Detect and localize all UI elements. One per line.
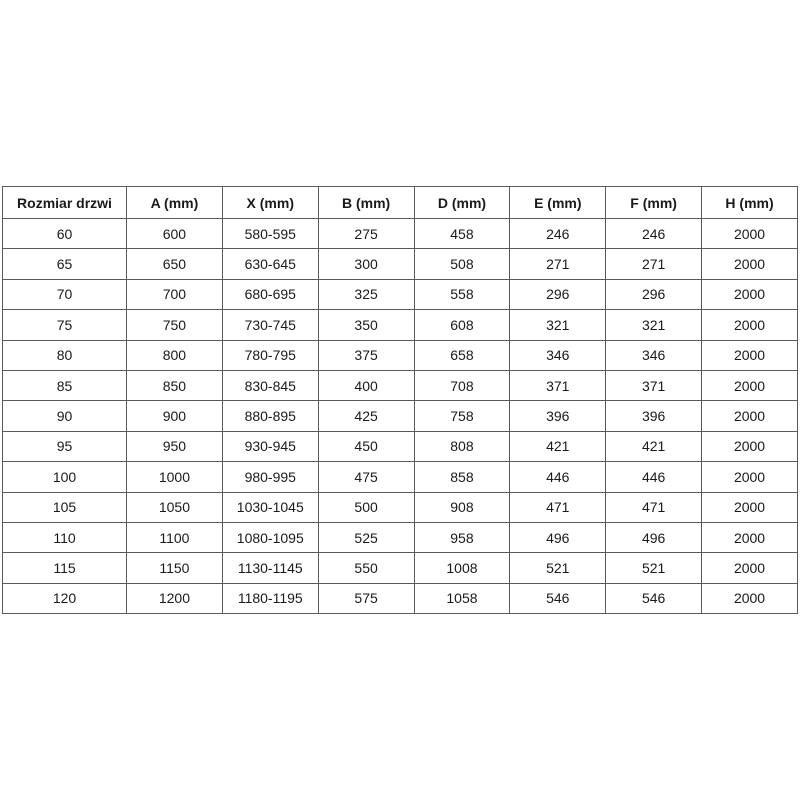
table-cell: 546 (510, 583, 606, 613)
table-cell: 85 (3, 370, 127, 400)
table-row (3, 522, 798, 552)
table-cell: 100 (3, 462, 127, 492)
table-row (3, 310, 798, 340)
table-row (3, 492, 798, 522)
table-cell: 446 (510, 462, 606, 492)
table-cell: 1100 (127, 522, 223, 552)
table-cell: 730-745 (222, 310, 318, 340)
door-dimensions-table-wrap (2, 186, 798, 614)
table-cell: 105 (3, 492, 127, 522)
table-row (3, 462, 798, 492)
table-cell: 70 (3, 279, 127, 309)
table-cell: 421 (510, 431, 606, 461)
column-header: B (mm) (318, 187, 414, 219)
table-cell: 2000 (702, 249, 798, 279)
table-cell: 680-695 (222, 279, 318, 309)
table-cell: 271 (510, 249, 606, 279)
table-cell: 2000 (702, 522, 798, 552)
table-cell: 471 (606, 492, 702, 522)
table-cell: 558 (414, 279, 510, 309)
table-cell: 2000 (702, 583, 798, 613)
table-cell: 2000 (702, 492, 798, 522)
column-header: D (mm) (414, 187, 510, 219)
column-header: X (mm) (222, 187, 318, 219)
table-cell: 525 (318, 522, 414, 552)
table-cell: 880-895 (222, 401, 318, 431)
table-cell: 296 (606, 279, 702, 309)
table-cell: 80 (3, 340, 127, 370)
table-cell: 75 (3, 310, 127, 340)
table-cell: 630-645 (222, 249, 318, 279)
table-cell: 500 (318, 492, 414, 522)
table-cell: 371 (606, 370, 702, 400)
table-cell: 110 (3, 522, 127, 552)
table-cell: 521 (510, 553, 606, 583)
table-cell: 850 (127, 370, 223, 400)
table-cell: 350 (318, 310, 414, 340)
table-cell: 858 (414, 462, 510, 492)
table-cell: 700 (127, 279, 223, 309)
table-cell: 1130-1145 (222, 553, 318, 583)
table-cell: 800 (127, 340, 223, 370)
table-cell: 375 (318, 340, 414, 370)
table-cell: 296 (510, 279, 606, 309)
door-dimensions-table (2, 186, 798, 614)
table-row (3, 553, 798, 583)
table-cell: 115 (3, 553, 127, 583)
table-cell: 1050 (127, 492, 223, 522)
table-cell: 1200 (127, 583, 223, 613)
table-row (3, 219, 798, 249)
table-cell: 980-995 (222, 462, 318, 492)
table-cell: 1008 (414, 553, 510, 583)
table-cell: 90 (3, 401, 127, 431)
table-cell: 346 (510, 340, 606, 370)
table-cell: 271 (606, 249, 702, 279)
header-row (3, 187, 798, 219)
table-cell: 450 (318, 431, 414, 461)
table-cell: 2000 (702, 310, 798, 340)
table-cell: 275 (318, 219, 414, 249)
table-cell: 758 (414, 401, 510, 431)
table-row (3, 401, 798, 431)
table-cell: 950 (127, 431, 223, 461)
table-cell: 550 (318, 553, 414, 583)
table-cell: 1030-1045 (222, 492, 318, 522)
table-cell: 830-845 (222, 370, 318, 400)
table-row (3, 279, 798, 309)
table-cell: 2000 (702, 340, 798, 370)
table-cell: 930-945 (222, 431, 318, 461)
table-cell: 95 (3, 431, 127, 461)
column-header: A (mm) (127, 187, 223, 219)
table-cell: 2000 (702, 401, 798, 431)
column-header: Rozmiar drzwi (3, 187, 127, 219)
table-cell: 2000 (702, 553, 798, 583)
table-row (3, 340, 798, 370)
table-cell: 346 (606, 340, 702, 370)
table-cell: 1058 (414, 583, 510, 613)
table-cell: 658 (414, 340, 510, 370)
table-cell: 608 (414, 310, 510, 340)
table-cell: 2000 (702, 279, 798, 309)
table-cell: 521 (606, 553, 702, 583)
table-cell: 446 (606, 462, 702, 492)
table-cell: 2000 (702, 219, 798, 249)
table-cell: 600 (127, 219, 223, 249)
table-cell: 396 (510, 401, 606, 431)
table-body (3, 219, 798, 614)
table-cell: 471 (510, 492, 606, 522)
table-cell: 300 (318, 249, 414, 279)
table-row (3, 370, 798, 400)
table-cell: 321 (606, 310, 702, 340)
table-cell: 508 (414, 249, 510, 279)
table-cell: 371 (510, 370, 606, 400)
table-cell: 958 (414, 522, 510, 552)
table-cell: 546 (606, 583, 702, 613)
table-cell: 1000 (127, 462, 223, 492)
table-cell: 780-795 (222, 340, 318, 370)
table-cell: 1150 (127, 553, 223, 583)
table-cell: 2000 (702, 370, 798, 400)
column-header: F (mm) (606, 187, 702, 219)
table-row (3, 583, 798, 613)
table-cell: 321 (510, 310, 606, 340)
table-cell: 396 (606, 401, 702, 431)
table-cell: 708 (414, 370, 510, 400)
table-cell: 246 (606, 219, 702, 249)
table-cell: 580-595 (222, 219, 318, 249)
table-cell: 425 (318, 401, 414, 431)
column-header: E (mm) (510, 187, 606, 219)
table-cell: 120 (3, 583, 127, 613)
table-cell: 458 (414, 219, 510, 249)
table-cell: 60 (3, 219, 127, 249)
column-header: H (mm) (702, 187, 798, 219)
table-cell: 400 (318, 370, 414, 400)
table-cell: 900 (127, 401, 223, 431)
table-cell: 246 (510, 219, 606, 249)
table-cell: 575 (318, 583, 414, 613)
table-cell: 750 (127, 310, 223, 340)
table-cell: 1180-1195 (222, 583, 318, 613)
table-cell: 808 (414, 431, 510, 461)
table-cell: 65 (3, 249, 127, 279)
table-cell: 908 (414, 492, 510, 522)
table-cell: 496 (606, 522, 702, 552)
table-cell: 421 (606, 431, 702, 461)
table-cell: 496 (510, 522, 606, 552)
table-row (3, 431, 798, 461)
table-cell: 2000 (702, 462, 798, 492)
table-row (3, 249, 798, 279)
table-cell: 475 (318, 462, 414, 492)
table-cell: 650 (127, 249, 223, 279)
table-cell: 1080-1095 (222, 522, 318, 552)
table-cell: 325 (318, 279, 414, 309)
table-cell: 2000 (702, 431, 798, 461)
